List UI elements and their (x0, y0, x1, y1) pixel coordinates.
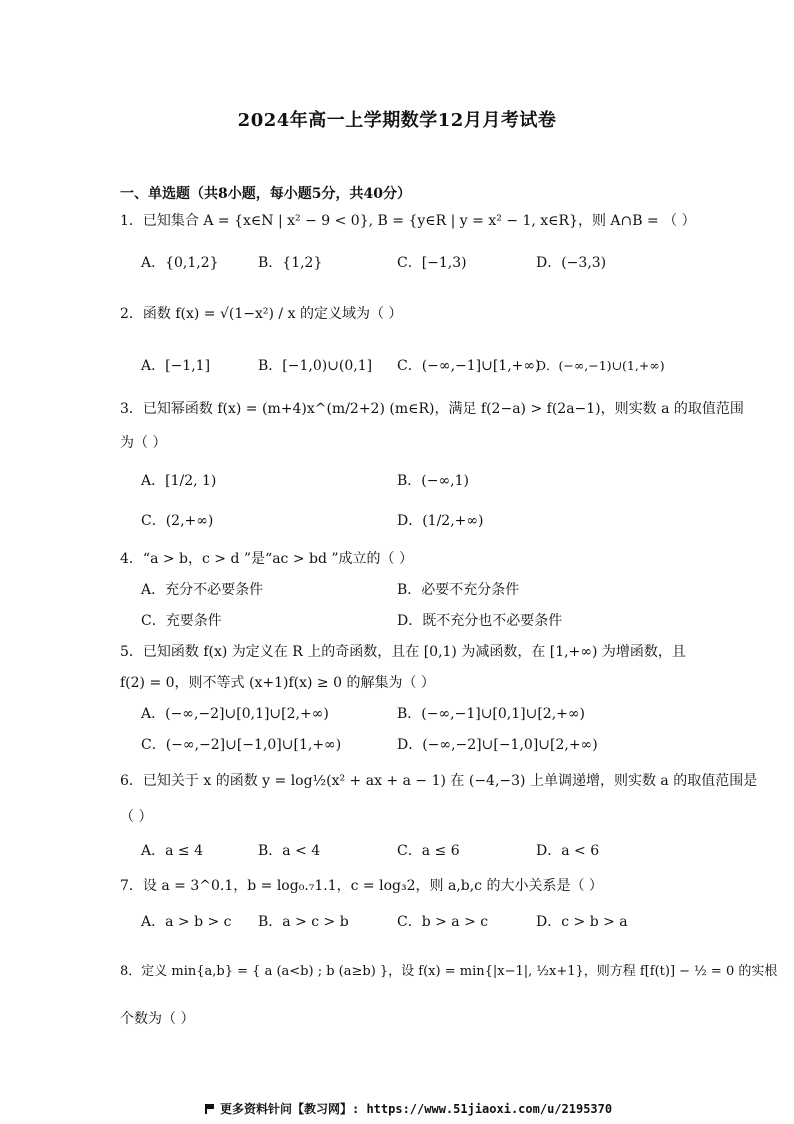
question-1-stem: 1．已知集合 A = {x∈N | x² − 9 < 0}, B = {y∈R | y = x² − 1, x∈R}，则 A∩B = （ ） (120, 213, 696, 229)
question-6-stem-line-2: （ ） (120, 809, 153, 825)
question-4-option-d: D．既不充分也不必要条件 (397, 613, 563, 629)
question-1-option-d: D．(−3,3) (536, 255, 607, 271)
question-3-option-b: B．(−∞,1) (397, 473, 469, 489)
question-3-option-d: D．(1/2,+∞) (397, 513, 484, 529)
question-7-option-b: B．a > c > b (258, 914, 349, 930)
page-title: 2024年高一上学期数学12月月考试卷 (237, 110, 557, 131)
question-7-stem: 7．设 a = 3^0.1，b = log₀.₇1.1，c = log₃2，则 a,b,c 的大小关系是（ ） (120, 878, 603, 894)
question-2-option-d: D．(−∞,−1)∪(1,+∞) (536, 358, 665, 373)
question-1-option-a: A．{0,1,2} (141, 255, 219, 271)
question-5-option-d: D．(−∞,−2]∪[−1,0]∪[2,+∞) (397, 737, 598, 753)
question-6-option-b: B．a < 4 (258, 843, 321, 859)
question-2-stem: 2．函数 f(x) = √(1−x²) / x 的定义域为（ ） (120, 306, 403, 322)
section-heading: 一、单选题（共8小题，每小题5分，共40分） (120, 186, 411, 202)
question-4-option-b: B．必要不充分条件 (397, 582, 520, 598)
question-4-option-a: A．充分不必要条件 (141, 582, 264, 598)
question-6-option-a: A．a ≤ 4 (141, 843, 203, 859)
question-7-option-c: C．b > a > c (397, 914, 489, 930)
question-1-option-c: C．[−1,3) (397, 255, 467, 271)
question-7-option-a: A．a > b > c (141, 914, 232, 930)
question-5-stem-line-1: 5．已知函数 f(x) 为定义在 R 上的奇函数，且在 [0,1) 为减函数，在 [1,+∞) 为增函数，且 (120, 644, 686, 660)
question-5-option-a: A．(−∞,−2]∪[0,1]∪[2,+∞) (141, 706, 329, 722)
question-2-option-a: A．[−1,1] (141, 358, 211, 374)
question-2-option-c: C．(−∞,−1]∪[1,+∞) (397, 358, 541, 374)
question-3-stem-line-1: 3．已知幂函数 f(x) = (m+4)x^(m/2+2) (m∈R)，满足 f(2−a) > f(2a−1)，则实数 a 的取值范围 (120, 401, 744, 417)
flag-icon (205, 1104, 214, 1114)
question-3-option-c: C．(2,+∞) (141, 513, 214, 529)
question-2-option-b: B．[−1,0)∪(0,1] (258, 358, 373, 374)
question-6-stem-line-1: 6．已知关于 x 的函数 y = log½(x² + ax + a − 1) 在 (−4,−3) 上单调递增，则实数 a 的取值范围是 (120, 773, 758, 789)
question-6-option-d: D．a < 6 (536, 843, 600, 859)
question-5-option-b: B．(−∞,−1]∪[0,1]∪[2,+∞) (397, 706, 586, 722)
question-1-option-b: B．{1,2} (258, 255, 323, 271)
question-8-stem-line-1: 8．定义 min{a,b} = { a (a<b) ; b (a≥b) }，设 f(x) = min{|x−1|, ½x+1}，则方程 f[f(t)] − ½ = 0 的实根 (120, 964, 778, 979)
question-4-option-c: C．充要条件 (141, 613, 222, 629)
question-7-option-d: D．c > b > a (536, 914, 628, 930)
question-3-option-a: A．[1/2, 1) (141, 473, 217, 489)
question-5-option-c: C．(−∞,−2]∪[−1,0]∪[1,+∞) (141, 737, 342, 753)
question-4-stem: 4．“a > b，c > d ”是“ac > bd ”成立的（ ） (120, 551, 414, 567)
question-3-stem-line-2: 为（ ） (120, 435, 167, 451)
footer-link-text[interactable]: 更多资料针问【教习网】: https://www.51jiaoxi.com/u/2195370 (220, 1102, 613, 1116)
question-6-option-c: C．a ≤ 6 (397, 843, 460, 859)
footer (205, 1100, 612, 1117)
question-8-stem-line-2: 个数为（ ） (120, 1011, 195, 1027)
question-5-stem-line-2: f(2) = 0，则不等式 (x+1)f(x) ≥ 0 的解集为（ ） (120, 675, 435, 691)
